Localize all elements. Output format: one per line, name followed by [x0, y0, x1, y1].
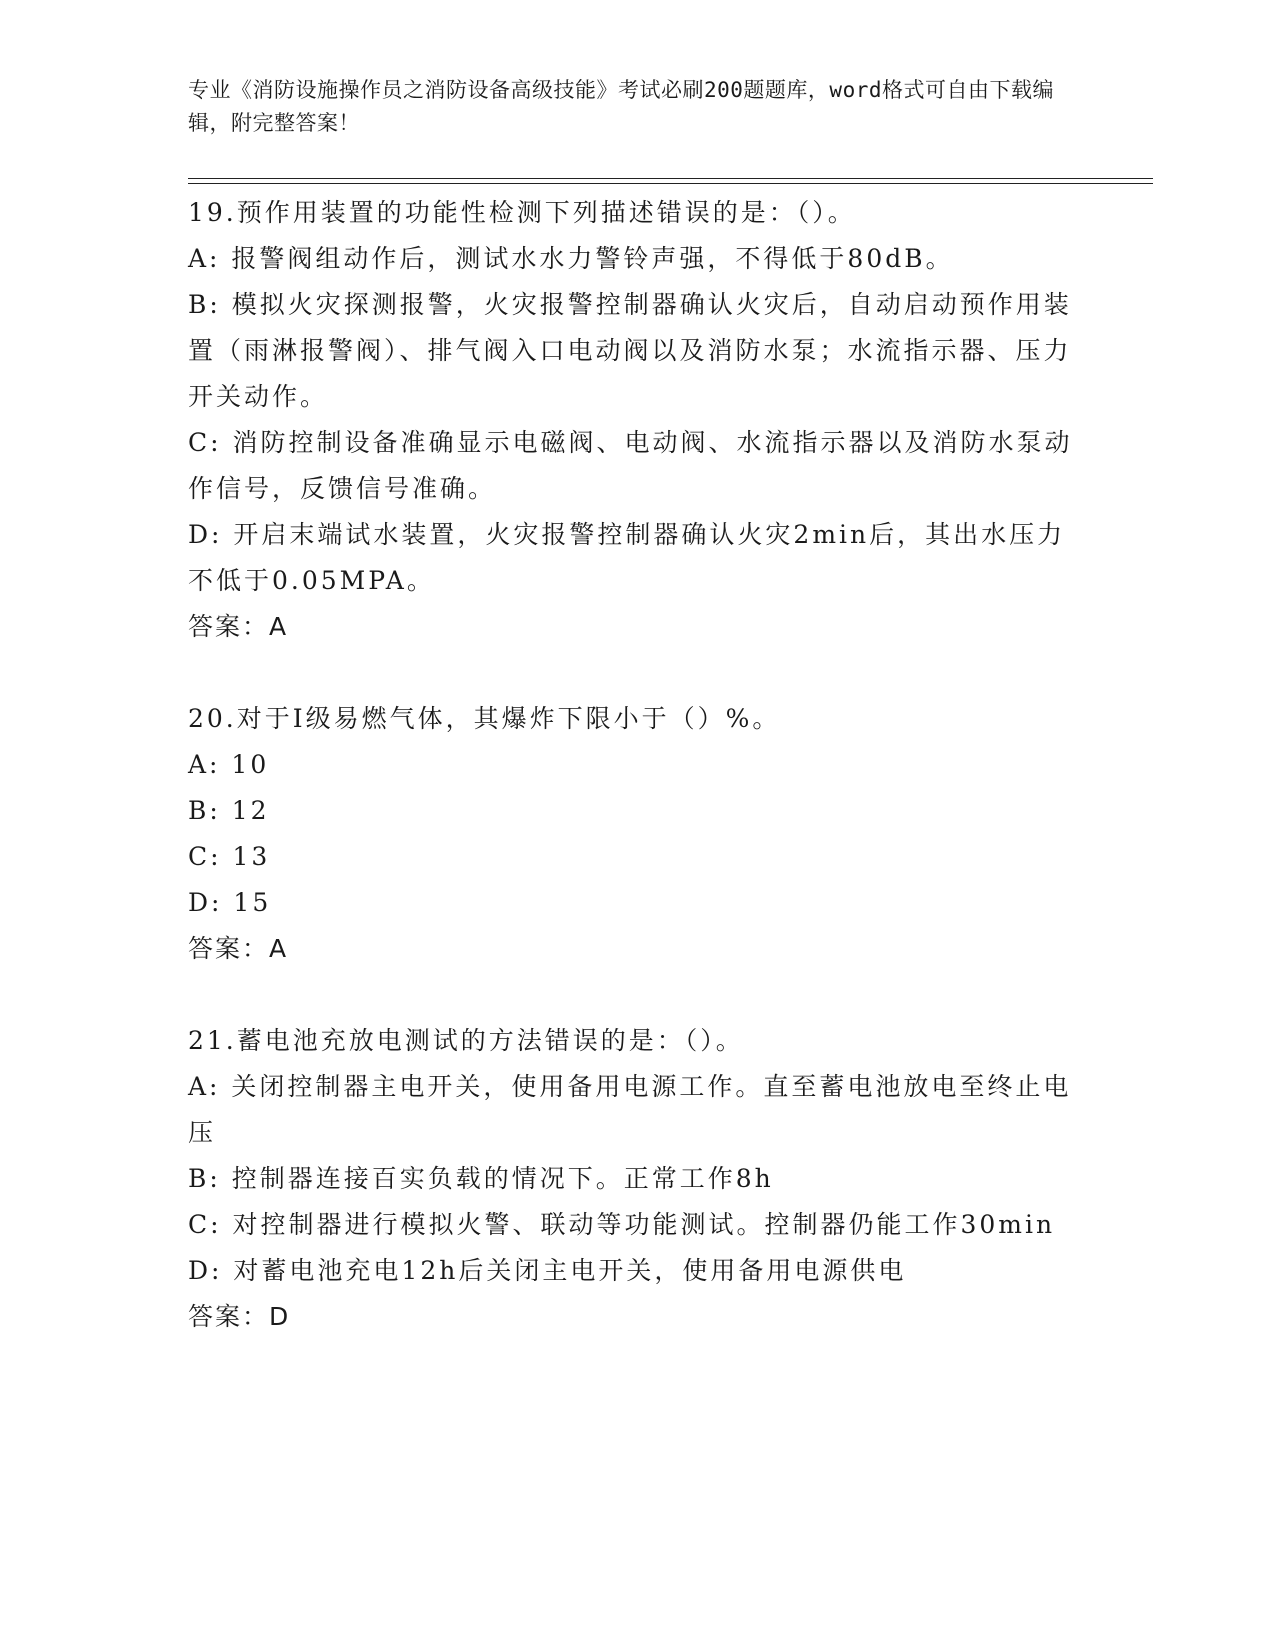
option-d: D: 15 — [188, 888, 272, 917]
question-list — [188, 190, 1088, 1386]
option-c: C: 消防控制设备准确显示电磁阀、电动阀、水流指示器以及消防水泵动作信号，反馈信号准确。 — [188, 428, 1073, 503]
question-stem: 20.对于Ⅰ级易燃气体，其爆炸下限小于（）%。 — [188, 704, 781, 733]
question-20 — [188, 696, 1088, 972]
question-19 — [188, 190, 1088, 650]
answer-line — [188, 1294, 1088, 1340]
answer-label: 答案： — [188, 934, 270, 963]
answer-value: A — [269, 612, 289, 641]
question-stem: 19.预作用装置的功能性检测下列描述错误的是：（）。 — [188, 198, 856, 227]
header-divider-bottom — [188, 183, 1153, 184]
answer-line — [188, 604, 1088, 650]
option-a: A: 10 — [188, 750, 270, 779]
header-divider-top — [188, 178, 1153, 179]
option-b: B: 12 — [188, 796, 270, 825]
option-c: C: 对控制器进行模拟火警、联动等功能测试。控制器仍能工作30min — [188, 1210, 1056, 1239]
answer-label: 答案： — [188, 612, 270, 641]
option-d: D: 对蓄电池充电12h后关闭主电开关，使用备用电源供电 — [188, 1256, 907, 1285]
answer-value: D — [269, 1302, 291, 1331]
option-c: C: 13 — [188, 842, 271, 871]
option-d: D: 开启末端试水装置，火灾报警控制器确认火灾2min后，其出水压力不低于0.05MPA。 — [188, 520, 1066, 595]
option-b: B: 控制器连接百实负载的情况下。正常工作8h — [188, 1164, 774, 1193]
page-header — [188, 74, 1088, 140]
header-text: 专业《消防设施操作员之消防设备高级技能》考试必刷200题题库，word格式可自由下载编辑，附完整答案！ — [188, 78, 1054, 135]
option-a: A: 报警阀组动作后，测试水水力警铃声强，不得低于80dB。 — [188, 244, 954, 273]
option-a: A: 关闭控制器主电开关，使用备用电源工作。直至蓄电池放电至终止电压 — [188, 1072, 1072, 1147]
answer-line — [188, 926, 1088, 972]
question-21 — [188, 1018, 1088, 1340]
answer-value: A — [269, 934, 289, 963]
question-stem: 21.蓄电池充放电测试的方法错误的是：（）。 — [188, 1026, 744, 1055]
answer-label: 答案： — [188, 1302, 270, 1331]
option-b: B: 模拟火灾探测报警，火灾报警控制器确认火灾后，自动启动预作用装置（雨淋报警阀）、排气阀入口电动阀以及消防水泵；水流指示器、压力开关动作。 — [188, 290, 1072, 411]
